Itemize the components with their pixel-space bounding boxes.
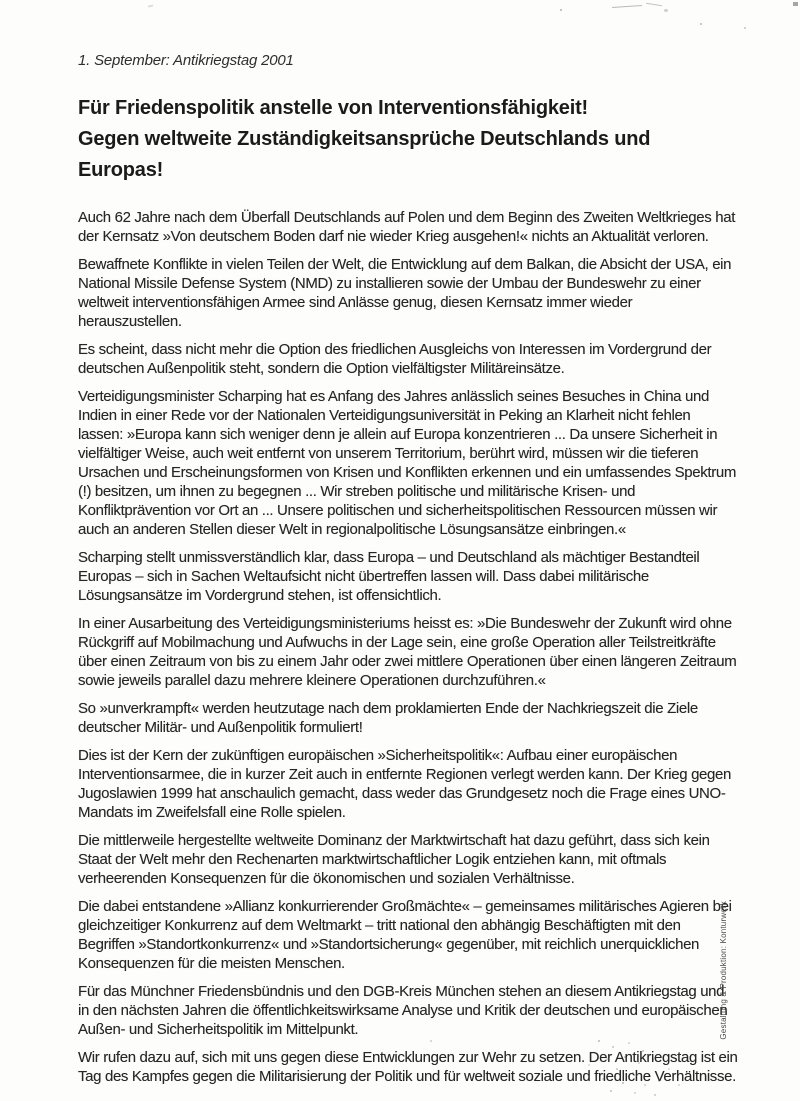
production-credit — [716, 902, 730, 1038]
page-title-line-1: Für Friedenspolitik anstelle von Interventionsfähigkeit! — [78, 97, 589, 119]
paragraph: So »unverkrampft« werden heutzutage nach dem proklamierten Ende der Nachkriegszeit die Ziele deutscher Militär- und Außenpolitik formuliert! — [78, 700, 698, 736]
production-credit-text: Gestaltung & Produktion: Konturwerk — [718, 900, 728, 1040]
paragraph: Für das Münchner Friedensbündnis und den DGB-Kreis München stehen an diesem Antikriegstag und in den nächsten Jahren die öffentlichkeitswirksame Analyse und Kritik der deutschen und europäischen Außen- und Sicherheitspolitik im Mittelpunkt. — [78, 983, 728, 1038]
paragraph: Die dabei entstandene »Allianz konkurrierender Großmächte« – gemeinsames militärisches Agieren bei gleichzeitiger Konkurrenz auf dem Weltmarkt – tritt national den abhängig Beschäftigten mit den Begriffen »Standortkonkurrenz« und »Standortsicherung« gegenüber, mit reichlich unerquicklichen Konsequenzen für die meisten Menschen. — [78, 898, 732, 972]
paragraph: Scharping stellt unmissverständlich klar, dass Europa – und Deutschland als mächtiger Bestandteil Europas – sich in Sachen Weltaufsicht nicht übertreffen lassen will. Dass dabei militärische Lösungsansätze im Vordergrund stehen, ist offensichtlich. — [78, 549, 700, 604]
paragraph-list — [78, 208, 738, 1086]
paragraph: Bewaffnete Konflikte in vielen Teilen der Welt, die Entwicklung auf dem Balkan, die Absicht der USA, ein National Missile Defense System (NMD) zu installieren sowie der Umbau der Bundeswehr zu einer weltweit interventionsfähigen Armee sind Anlässe genug, diesen Kernsatz immer wieder herauszustellen. — [78, 256, 732, 330]
paragraph: Es scheint, dass nicht mehr die Option des friedlichen Ausgleichs von Interessen im Vordergrund der deutschen Außenpolitik steht, sondern die Option vielfältigster Militäreinsätze. — [78, 341, 712, 377]
page-title-line-2: Gegen weltweite Zuständigkeitsansprüche Deutschlands und Europas! — [78, 128, 651, 181]
scan-speck — [148, 5, 153, 8]
scan-speck — [744, 27, 746, 29]
paragraph: Verteidigungsminister Scharping hat es Anfang des Jahres anlässlich seines Besuches in China und Indien in einer Rede vor der Nationalen Verteidigungsuniversität in Peking an Klarheit nicht fehlen lassen: »Europa kann sich weniger denn je allein auf Europa konzentrieren ... Da unsere Sicherheit in vielfältiger Weise, auch weit entfernt von unserem Territorium, berührt wird, müssen wir die tieferen Ursachen und Erscheinungsformen von Krisen und Konflikten erkennen und ein umfassendes Spektrum (!) besitzen, um ihnen zu begegnen ... Wir streben politische und militärische Krisen- und Konfliktprävention vor Ort an ... Unsere politischen und sicherheitspolitischen Ressourcen müssen wir auch an anderen Stellen dieser Welt in regionalpolitische Lösungsansätze einbringen.« — [78, 388, 736, 538]
dateline: 1. September: Antikriegstag 2001 — [78, 52, 294, 69]
page-title — [78, 93, 738, 186]
scan-smudge — [612, 5, 642, 8]
paragraph: Auch 62 Jahre nach dem Überfall Deutschlands auf Polen und dem Beginn des Zweiten Weltkrieges hat der Kernsatz »Von deutschem Boden darf nie wieder Krieg ausgehen!« nichts an Aktualität verloren. — [78, 209, 736, 245]
scan-speck — [560, 9, 562, 11]
paragraph: In einer Ausarbeitung des Verteidigungsministeriums heisst es: »Die Bundeswehr der Zukunft wird ohne Rückgriff auf Mobilmachung und Aufwuchs in der Lage sein, eine große Operation aller Teilstreitkräfte über einen Zeitraum von bis zu einem Jahr oder zwei mittlere Operationen über einen längeren Zeitraum sowie jeweils parallel dazu mehrere kleinere Operationen durchzuführen.« — [78, 615, 737, 689]
paragraph: Wir rufen dazu auf, sich mit uns gegen diese Entwicklungen zur Wehr zu setzen. Der Antikriegstag ist ein Tag des Kampfes gegen die Militarisierung der Politik und für weltweit soziale und friedliche Verhältnisse. — [78, 1049, 738, 1085]
scan-smudge — [664, 9, 668, 12]
scan-speck — [793, 2, 798, 6]
scan-smudge — [646, 3, 662, 6]
paragraph: Die mittlerweile hergestellte weltweite Dominanz der Marktwirtschaft hat dazu geführt, dass sich kein Staat der Welt mehr den Rechenarten marktwirtschaftlicher Logik entziehen kann, mit oftmals verheerenden Konsequenzen für die ökonomischen und sozialen Verhältnisse. — [78, 832, 710, 887]
paragraph: Dies ist der Kern der zukünftigen europäischen »Sicherheitspolitik«: Aufbau einer europäischen Interventionsarmee, die in kurzer Zeit auch in entfernte Regionen verlegt werden kann. Der Krieg gegen Jugoslawien 1999 hat anschaulich gemacht, dass weder das Grundgesetz noch die Frage eines UNO-Mandats im Zweifelsfall eine Rolle spielen. — [78, 747, 732, 821]
scan-speck — [700, 23, 702, 25]
document-body — [78, 52, 738, 1095]
